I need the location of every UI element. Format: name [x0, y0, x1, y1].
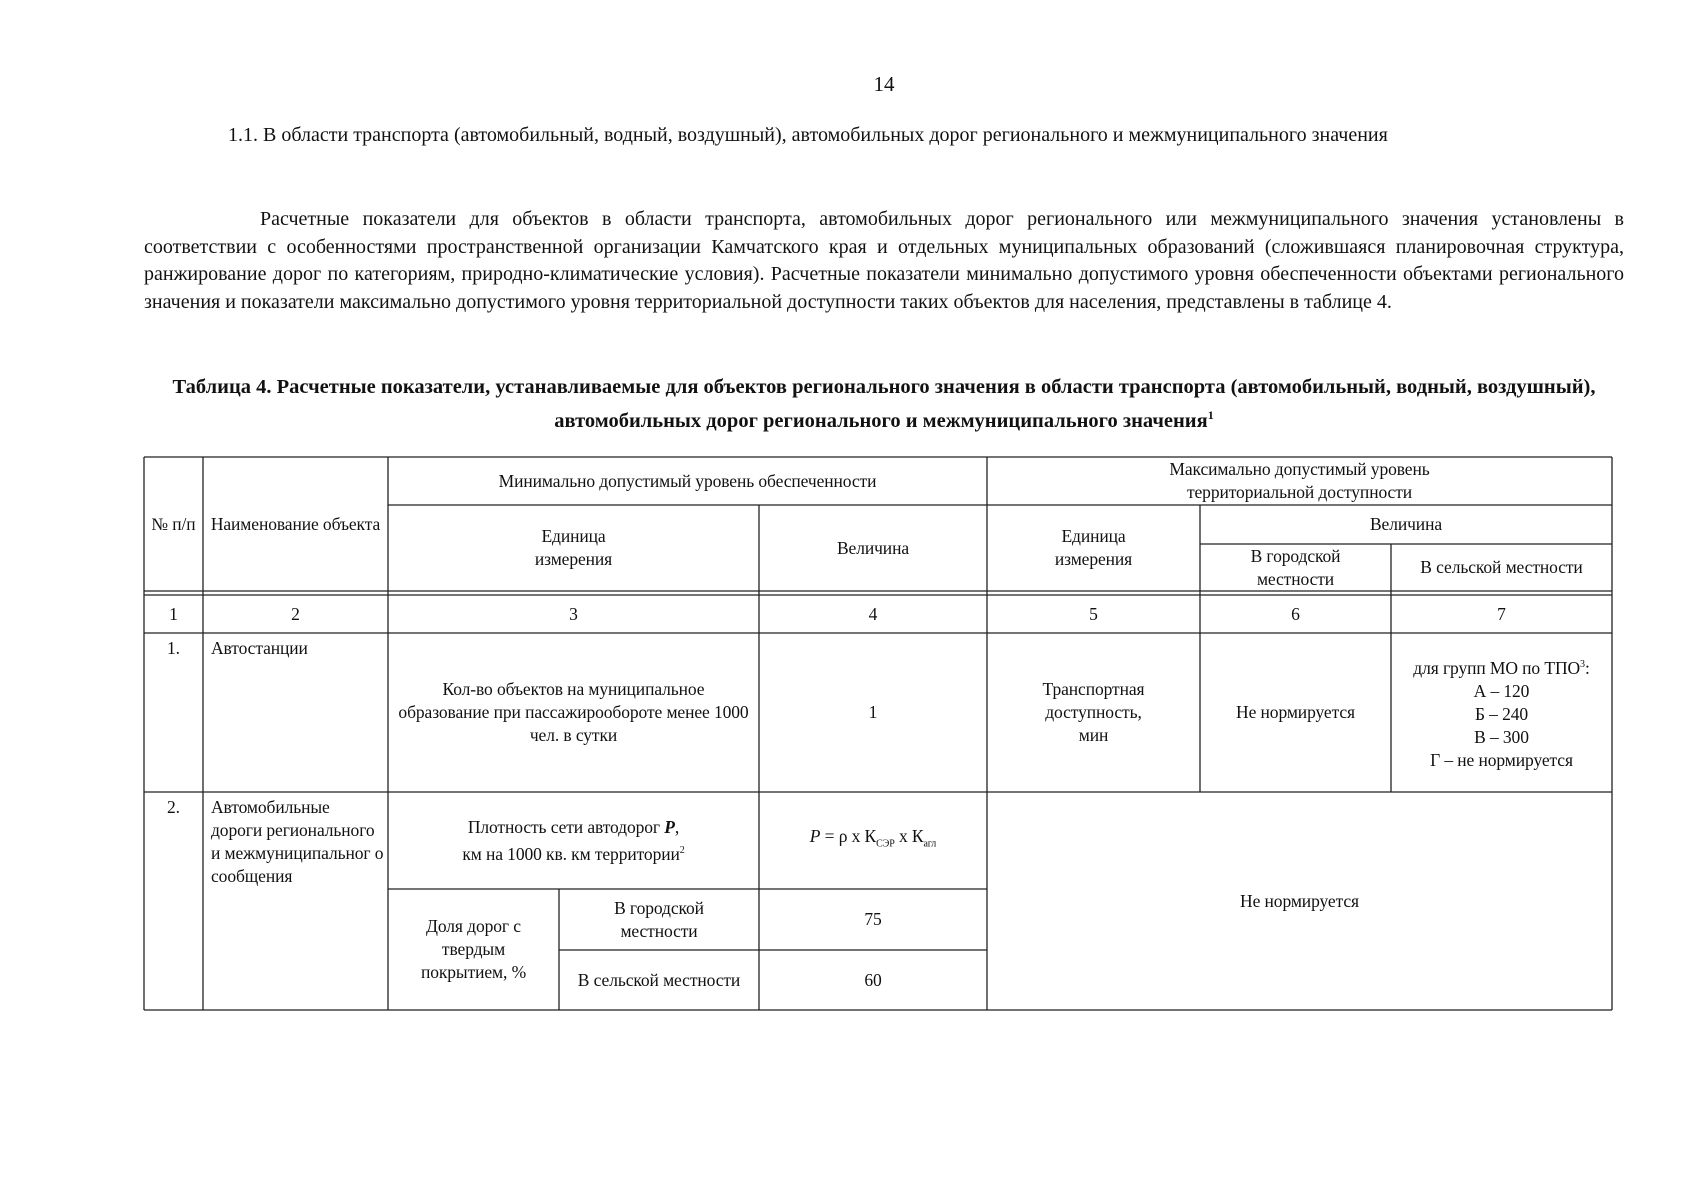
header-value-max: Величина — [1369, 514, 1443, 534]
row2-formula — [759, 792, 987, 889]
header-num: № п/п — [151, 513, 196, 534]
row1-urban: Не нормируется — [1236, 702, 1355, 722]
column-number-3: 3 — [569, 603, 578, 624]
row2-density-footnote: 2 — [679, 844, 685, 856]
column-number-6: 6 — [1291, 603, 1300, 624]
row1-rural-intro-line — [1413, 653, 1589, 680]
row1-rural-group-b: Б – 240 — [1474, 703, 1529, 724]
row1-rural-group-g: Г – не нормируется — [1430, 749, 1573, 770]
row1-unit-min: Кол-во объектов на муниципальное образование при пассажирообороте менее 1000 чел. в сутки — [398, 679, 749, 745]
row1-rural-intro: для групп МО по ТПО — [1413, 657, 1581, 678]
row2-paved-urban-value: 75 — [864, 909, 882, 929]
row2-formula-x: х К — [894, 826, 924, 847]
column-number-2: 2 — [291, 603, 300, 624]
header-urban: В городской местности — [1250, 545, 1341, 589]
row2-formula-mid: = ρ х К — [820, 826, 877, 847]
header-value-min: Величина — [836, 537, 910, 558]
row2-paved-rural-value: 60 — [864, 969, 882, 990]
column-number-4: 4 — [868, 603, 878, 624]
page-number: 14 — [873, 72, 895, 96]
row1-value-min: 1 — [868, 702, 878, 722]
table-caption-text: Таблица 4. Расчетные показатели, устанавливаемые для объектов регионального значения в области транспорта (автомобильный, водный, воздушный), автомобильных дорог регионального и межмуниципального значения — [172, 376, 1596, 432]
row1-rural-group-a: А – 120 — [1473, 680, 1530, 701]
row2-max-note: Не нормируется — [1240, 890, 1359, 911]
column-number-1: 1 — [169, 603, 178, 624]
row2-density — [388, 792, 759, 889]
row2-paved-share: Доля дорог с твердым покрытием, % — [420, 916, 527, 982]
row1-name: Автостанции — [211, 638, 308, 658]
header-name: Наименование объекта — [210, 513, 381, 534]
row1-num: 1. — [167, 638, 180, 658]
column-number-5: 5 — [1089, 603, 1098, 624]
row2-paved-rural-label: В сельской местности — [577, 969, 741, 990]
row2-density-line2 — [462, 839, 684, 866]
header-unit-min: Единица измерения — [534, 526, 613, 569]
row2-formula-sub1: СЭР — [876, 838, 895, 850]
row2-name: Автомобильные дороги регионального и межмуниципальног о сообщения — [211, 797, 384, 886]
column-number-7: 7 — [1497, 603, 1506, 624]
row2-density-line1: Плотность сети автодорог P, — [467, 816, 680, 837]
header-unit-max: Единица измерения — [1054, 526, 1133, 569]
row1-rural-footnote: 3 — [1580, 659, 1585, 671]
row1-rural — [1391, 633, 1612, 792]
row1-rural-suffix: : — [1584, 657, 1590, 678]
row1-rural-group-v: В – 300 — [1474, 726, 1529, 747]
row2-density-symbol: P — [664, 816, 675, 837]
row2-density-label: Плотность сети автодорог — [467, 816, 661, 837]
header-rural: В сельской местности — [1420, 557, 1583, 577]
section-heading: 1.1. В области транспорта (автомобильный, водный, воздушный), автомобильных дорог регионального и межмуниципального значения — [228, 124, 1388, 146]
header-max-level: Максимально допустимый уровень территориальной доступности — [1169, 459, 1430, 502]
row1-unit-max: Транспортная доступность, мин — [1042, 679, 1145, 745]
row2-density-unit: км на 1000 кв. км территории — [462, 843, 680, 864]
intro-paragraph: Расчетные показатели для объектов в области транспорта, автомобильных дорог регионального или межмуниципального значения установлены в соответствии с особенностями пространственной организации Камчатского края и отдельных муниципальных образований (сложившаяся планировочная структура, ранжирование дорог по категориям, природно-климатические условия). Расчетные показатели минимально допустимого уровня обеспеченности объектами регионального значения и показатели максимально допустимого уровня территориальной доступности таких объектов для населения, представлены в таблице 4. — [144, 208, 1624, 313]
header-min-level: Минимально допустимый уровень обеспеченности — [498, 470, 877, 491]
row2-paved-urban-label: В городской местности — [614, 897, 704, 941]
table-caption-footnote: 1 — [1207, 408, 1214, 422]
table-caption — [144, 373, 1624, 435]
row2-formula-lhs: P — [809, 826, 821, 847]
row2-num: 2. — [167, 797, 180, 817]
row2-formula-sub2: агл — [923, 838, 937, 850]
